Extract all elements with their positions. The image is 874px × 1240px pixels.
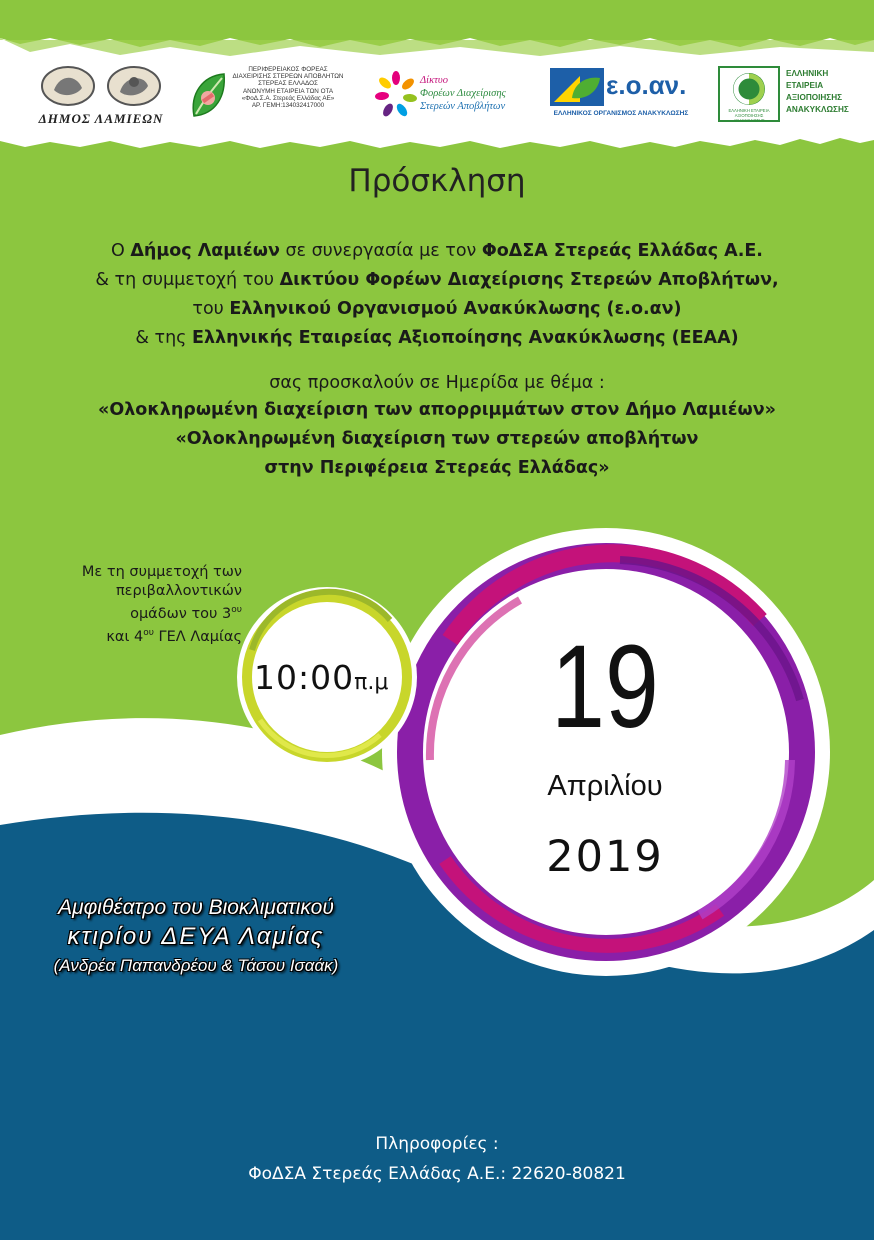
venue-line-1: Αμφιθέατρο του Βιοκλιματικού bbox=[58, 896, 334, 919]
fodsa-logo bbox=[188, 66, 348, 126]
eoan-name: Ελληνικού Οργανισμού Ανακύκλωσης (ε.ο.αν) bbox=[229, 299, 682, 319]
eoan-logo-subtitle: ΕΛΛΗΝΙΚΟΣ ΟΡΓΑΝΙΣΜΟΣ ΑΝΑΚΥΚΛΩΣΗΣ bbox=[553, 110, 689, 117]
superscript: ου bbox=[143, 627, 154, 638]
fodsa-line: «ΦοΔ.Σ.Α. Στερεάς Ελλάδας ΑΕ» bbox=[241, 94, 335, 102]
green-dot-recycling-icon bbox=[732, 72, 766, 106]
dimos-logo-text: ΔΗΜΟΣ ΛΑΜΙΕΩΝ bbox=[38, 111, 164, 126]
event-year: 2019 bbox=[546, 832, 664, 882]
participation-line bbox=[10, 601, 242, 624]
page-title: Πρόσκληση bbox=[348, 163, 526, 199]
fodsa-line: ΠΕΡΙΦΕΡΕΙΑΚΟΣ ΦΟΡΕΑΣ bbox=[248, 66, 328, 73]
diktyo-line: Φορέων Διαχείρισης bbox=[420, 88, 506, 99]
time-suffix: π.μ bbox=[354, 670, 389, 695]
invitation-line-4 bbox=[0, 328, 874, 348]
event-day: 19 bbox=[551, 621, 659, 753]
fodsa-line: ΔΙΑΧΕΙΡΙΣΗΣ ΣΤΕΡΕΩΝ ΑΠΟΒΛΗΤΩΝ bbox=[232, 73, 344, 81]
text-span: και 4 bbox=[106, 628, 144, 645]
eeaa-line: ΑΞΙΟΠΟΙΗΣΗΣ bbox=[786, 93, 843, 102]
invitation-line-3 bbox=[0, 299, 874, 319]
theme-line-1: «Ολοκληρωμένη διαχείριση των απορριμμάτων στον Δήμο Λαμιέων» bbox=[98, 400, 776, 420]
eeaa-line: ΕΛΛΗΝΙΚΗ bbox=[786, 69, 829, 78]
info-label: Πληροφορίες : bbox=[375, 1134, 499, 1154]
hands-icon bbox=[372, 70, 420, 120]
invitation-line-5: σας προσκαλούν σε Ημερίδα με θέμα : bbox=[269, 373, 605, 393]
superscript: ου bbox=[231, 605, 242, 615]
invitation-line-1 bbox=[0, 241, 874, 261]
fodsa-line: ΑΝΩΝΥΜΗ ΕΤΑΙΡΕΙΑ ΤΩΝ ΟΤΑ bbox=[242, 87, 334, 95]
eoan-logo bbox=[546, 66, 696, 124]
text-span: σε συνεργασία με τον bbox=[279, 241, 482, 261]
diktyo-logo bbox=[372, 68, 522, 124]
dimos-name: Δήμος Λαμιέων bbox=[130, 241, 280, 261]
theme-line-2: «Ολοκληρωμένη διαχείριση των στερεών αποβλήτων bbox=[175, 429, 699, 449]
eeaa-small-text: ΕΛΛΗΝΙΚΗ ΕΤΑΙΡΕΙΑ ΑΞΙΟΠΟΙΗΣΗΣ ΑΝΑΚΥΚΛΩΣΗΣ bbox=[728, 108, 770, 123]
diktyo-line: Στερεών Αποβλήτων bbox=[420, 101, 506, 112]
time-value: 10:00 bbox=[254, 658, 355, 697]
eeaa-line: ΑΝΑΚΥΚΛΩΣΗΣ bbox=[786, 105, 849, 114]
eeaa-logo bbox=[718, 66, 848, 124]
fodsa-name: ΦοΔΣΑ Στερεάς Ελλάδας Α.Ε. bbox=[481, 241, 763, 261]
leaf-icon bbox=[188, 70, 230, 122]
participation-line: περιβαλλοντικών bbox=[115, 583, 242, 599]
venue-line-2: κτιρίου ΔΕΥΑ Λαμίας bbox=[67, 923, 325, 950]
eeaa-line: ΕΤΑΙΡΕΙΑ bbox=[786, 81, 824, 90]
eoan-emblem-icon bbox=[550, 68, 604, 106]
participation-note bbox=[10, 563, 242, 647]
theme-line-3: στην Περιφέρεια Στερεάς Ελλάδας» bbox=[264, 458, 610, 478]
text-span: ΓΕΛ Λαμίας bbox=[153, 628, 242, 645]
coin-emblem-icon bbox=[26, 66, 176, 108]
eeaa-name: Ελληνικής Εταιρείας Αξιοποίησης Ανακύκλωσης (ΕΕΑΑ) bbox=[192, 328, 739, 348]
fodsa-line: ΣΤΕΡΕΑΣ ΕΛΛΑΔΟΣ bbox=[258, 80, 318, 88]
diktyo-name: Δικτύου Φορέων Διαχείρισης Στερεών Αποβλήτων, bbox=[279, 270, 779, 290]
venue-line-3: (Ανδρέα Παπανδρέου & Τάσου Ισαάκ) bbox=[53, 956, 339, 975]
event-month: Απριλίου bbox=[547, 770, 663, 802]
participation-line: Με τη συμμετοχή των bbox=[81, 564, 242, 580]
text-span: Ο bbox=[111, 241, 131, 261]
fodsa-line: ΑΡ. ΓΕΜΗ:134032417000 bbox=[251, 102, 325, 110]
text-span: & της bbox=[135, 328, 193, 348]
text-span: ομάδων του 3 bbox=[130, 605, 232, 622]
diktyo-line: Δίκτυο bbox=[420, 75, 448, 86]
text-span: του bbox=[192, 299, 230, 319]
invitation-line-2 bbox=[0, 270, 874, 290]
info-contact: ΦοΔΣΑ Στερεάς Ελλάδας Α.Ε.: 22620-80821 bbox=[248, 1164, 626, 1184]
text-span: & τη συμμετοχή του bbox=[95, 270, 280, 290]
dimos-lamieon-logo bbox=[26, 66, 176, 126]
participation-line bbox=[10, 624, 242, 647]
eoan-logo-text: ε.ο.αν. bbox=[606, 70, 687, 100]
event-time bbox=[254, 658, 388, 697]
